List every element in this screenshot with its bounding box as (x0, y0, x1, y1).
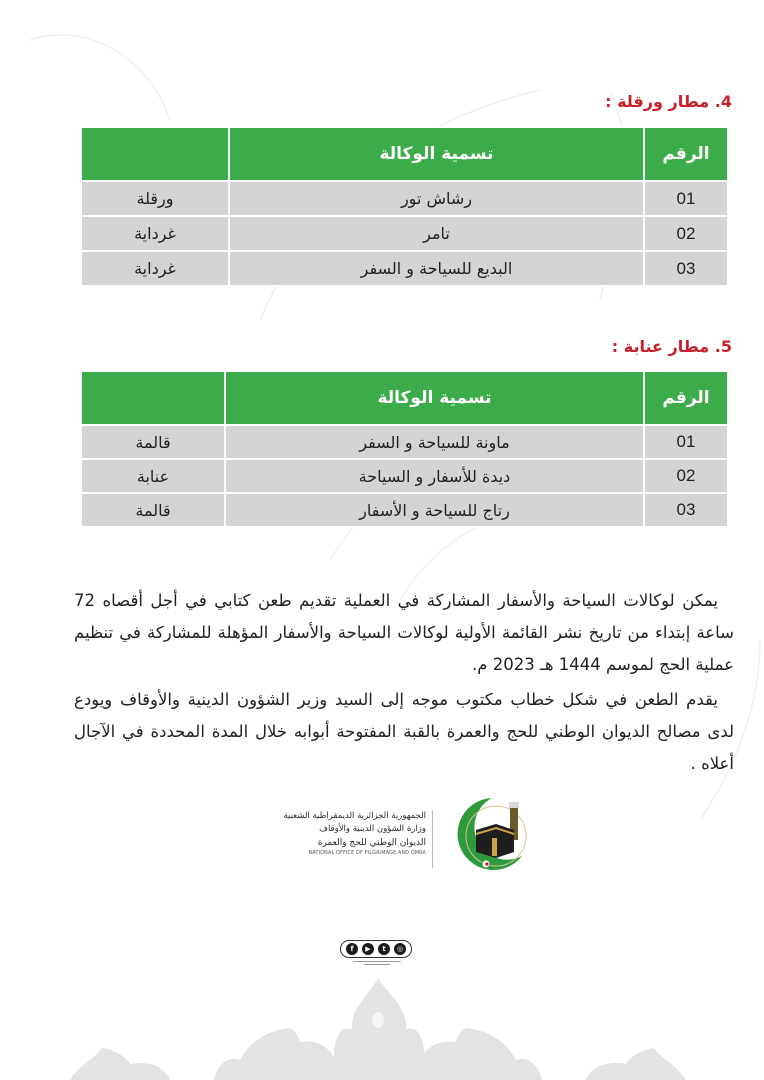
organization-logo-block (240, 792, 540, 882)
cell-city: عنابة (81, 459, 225, 493)
submission-paragraph-text: يقدم الطعن في شكل خطاب مكتوب موجه إلى السيد وزير الشؤون الدينية والأوقاف ويودع لدى مصالح الديوان الوطني للحج والعمرة بالقبة المفتوحة أبوابه خلال المدة المحددة في الآجال أعلاه . (74, 690, 734, 773)
table-row (81, 181, 728, 216)
section-title-annaba: 5. مطار عنابة : (611, 337, 732, 356)
cell-agency: رتاج للسياحة و الأسفار (225, 493, 644, 527)
header-number: الرقم (644, 127, 728, 181)
cell-agency: رشاش تور (229, 181, 644, 216)
cell-city: ورقلة (81, 181, 229, 216)
org-line-office: الديوان الوطني للحج والعمرة (317, 838, 426, 848)
cell-agency: ماونة للسياحة و السفر (225, 425, 644, 459)
appeal-paragraph-text: يمكن لوكالات السياحة والأسفار المشاركة في العملية تقديم طعن كتابي في أجل أقصاه 72 ساعة إبتداء من تاريخ نشر القائمة الأولية لوكالات السياحة والأسفار المؤهلة للمشاركة في تنظيم عملية الحج لموسم 1444 هـ 2023 م. (74, 591, 734, 674)
cell-number: 02 (644, 459, 728, 493)
cell-number: 03 (644, 493, 728, 527)
cell-number: 03 (644, 251, 728, 286)
table-row (81, 425, 728, 459)
youtube-icon[interactable]: ▶ (362, 943, 374, 955)
table-row (81, 216, 728, 251)
appeal-paragraph (74, 585, 734, 681)
table-row (81, 459, 728, 493)
header-number: الرقم (644, 371, 728, 425)
table-row (81, 493, 728, 527)
kaaba-crescent-emblem-icon (452, 794, 532, 874)
agencies-table-ouargla (80, 126, 729, 287)
table-header-row (81, 371, 728, 425)
header-city (81, 127, 229, 181)
social-media-links (340, 940, 412, 958)
facebook-icon[interactable]: f (346, 943, 358, 955)
table-header-row (81, 127, 728, 181)
cell-number: 01 (644, 181, 728, 216)
header-agency: تسمية الوكالة (225, 371, 644, 425)
cell-agency: البديع للسياحة و السفر (229, 251, 644, 286)
agencies-table-annaba (80, 370, 729, 528)
cell-city: قالمة (81, 425, 225, 459)
logo-divider (432, 810, 433, 868)
org-line-ministry: وزارة الشؤون الدينية والأوقاف (319, 824, 426, 834)
twitter-icon[interactable]: t (378, 943, 390, 955)
instagram-icon[interactable]: ◎ (394, 943, 406, 955)
cell-agency: ديدة للأسفار و السياحة (225, 459, 644, 493)
header-city (81, 371, 225, 425)
section-title-ouargla: 4. مطار ورقلة : (605, 92, 732, 111)
submission-paragraph (74, 684, 734, 780)
cell-agency: تامر (229, 216, 644, 251)
cell-city: غرداية (81, 216, 229, 251)
bottom-floral-ornament (0, 960, 764, 1080)
org-line-english: NATIONAL OFFICE OF PILGRIMAGE AND OMRA (308, 851, 426, 856)
table-row (81, 251, 728, 286)
org-line-republic: الجمهورية الجزائرية الديمقراطية الشعبية (283, 811, 426, 821)
cell-city: قالمة (81, 493, 225, 527)
cell-number: 01 (644, 425, 728, 459)
cell-number: 02 (644, 216, 728, 251)
header-agency: تسمية الوكالة (229, 127, 644, 181)
organization-name (283, 810, 426, 858)
cell-city: غرداية (81, 251, 229, 286)
